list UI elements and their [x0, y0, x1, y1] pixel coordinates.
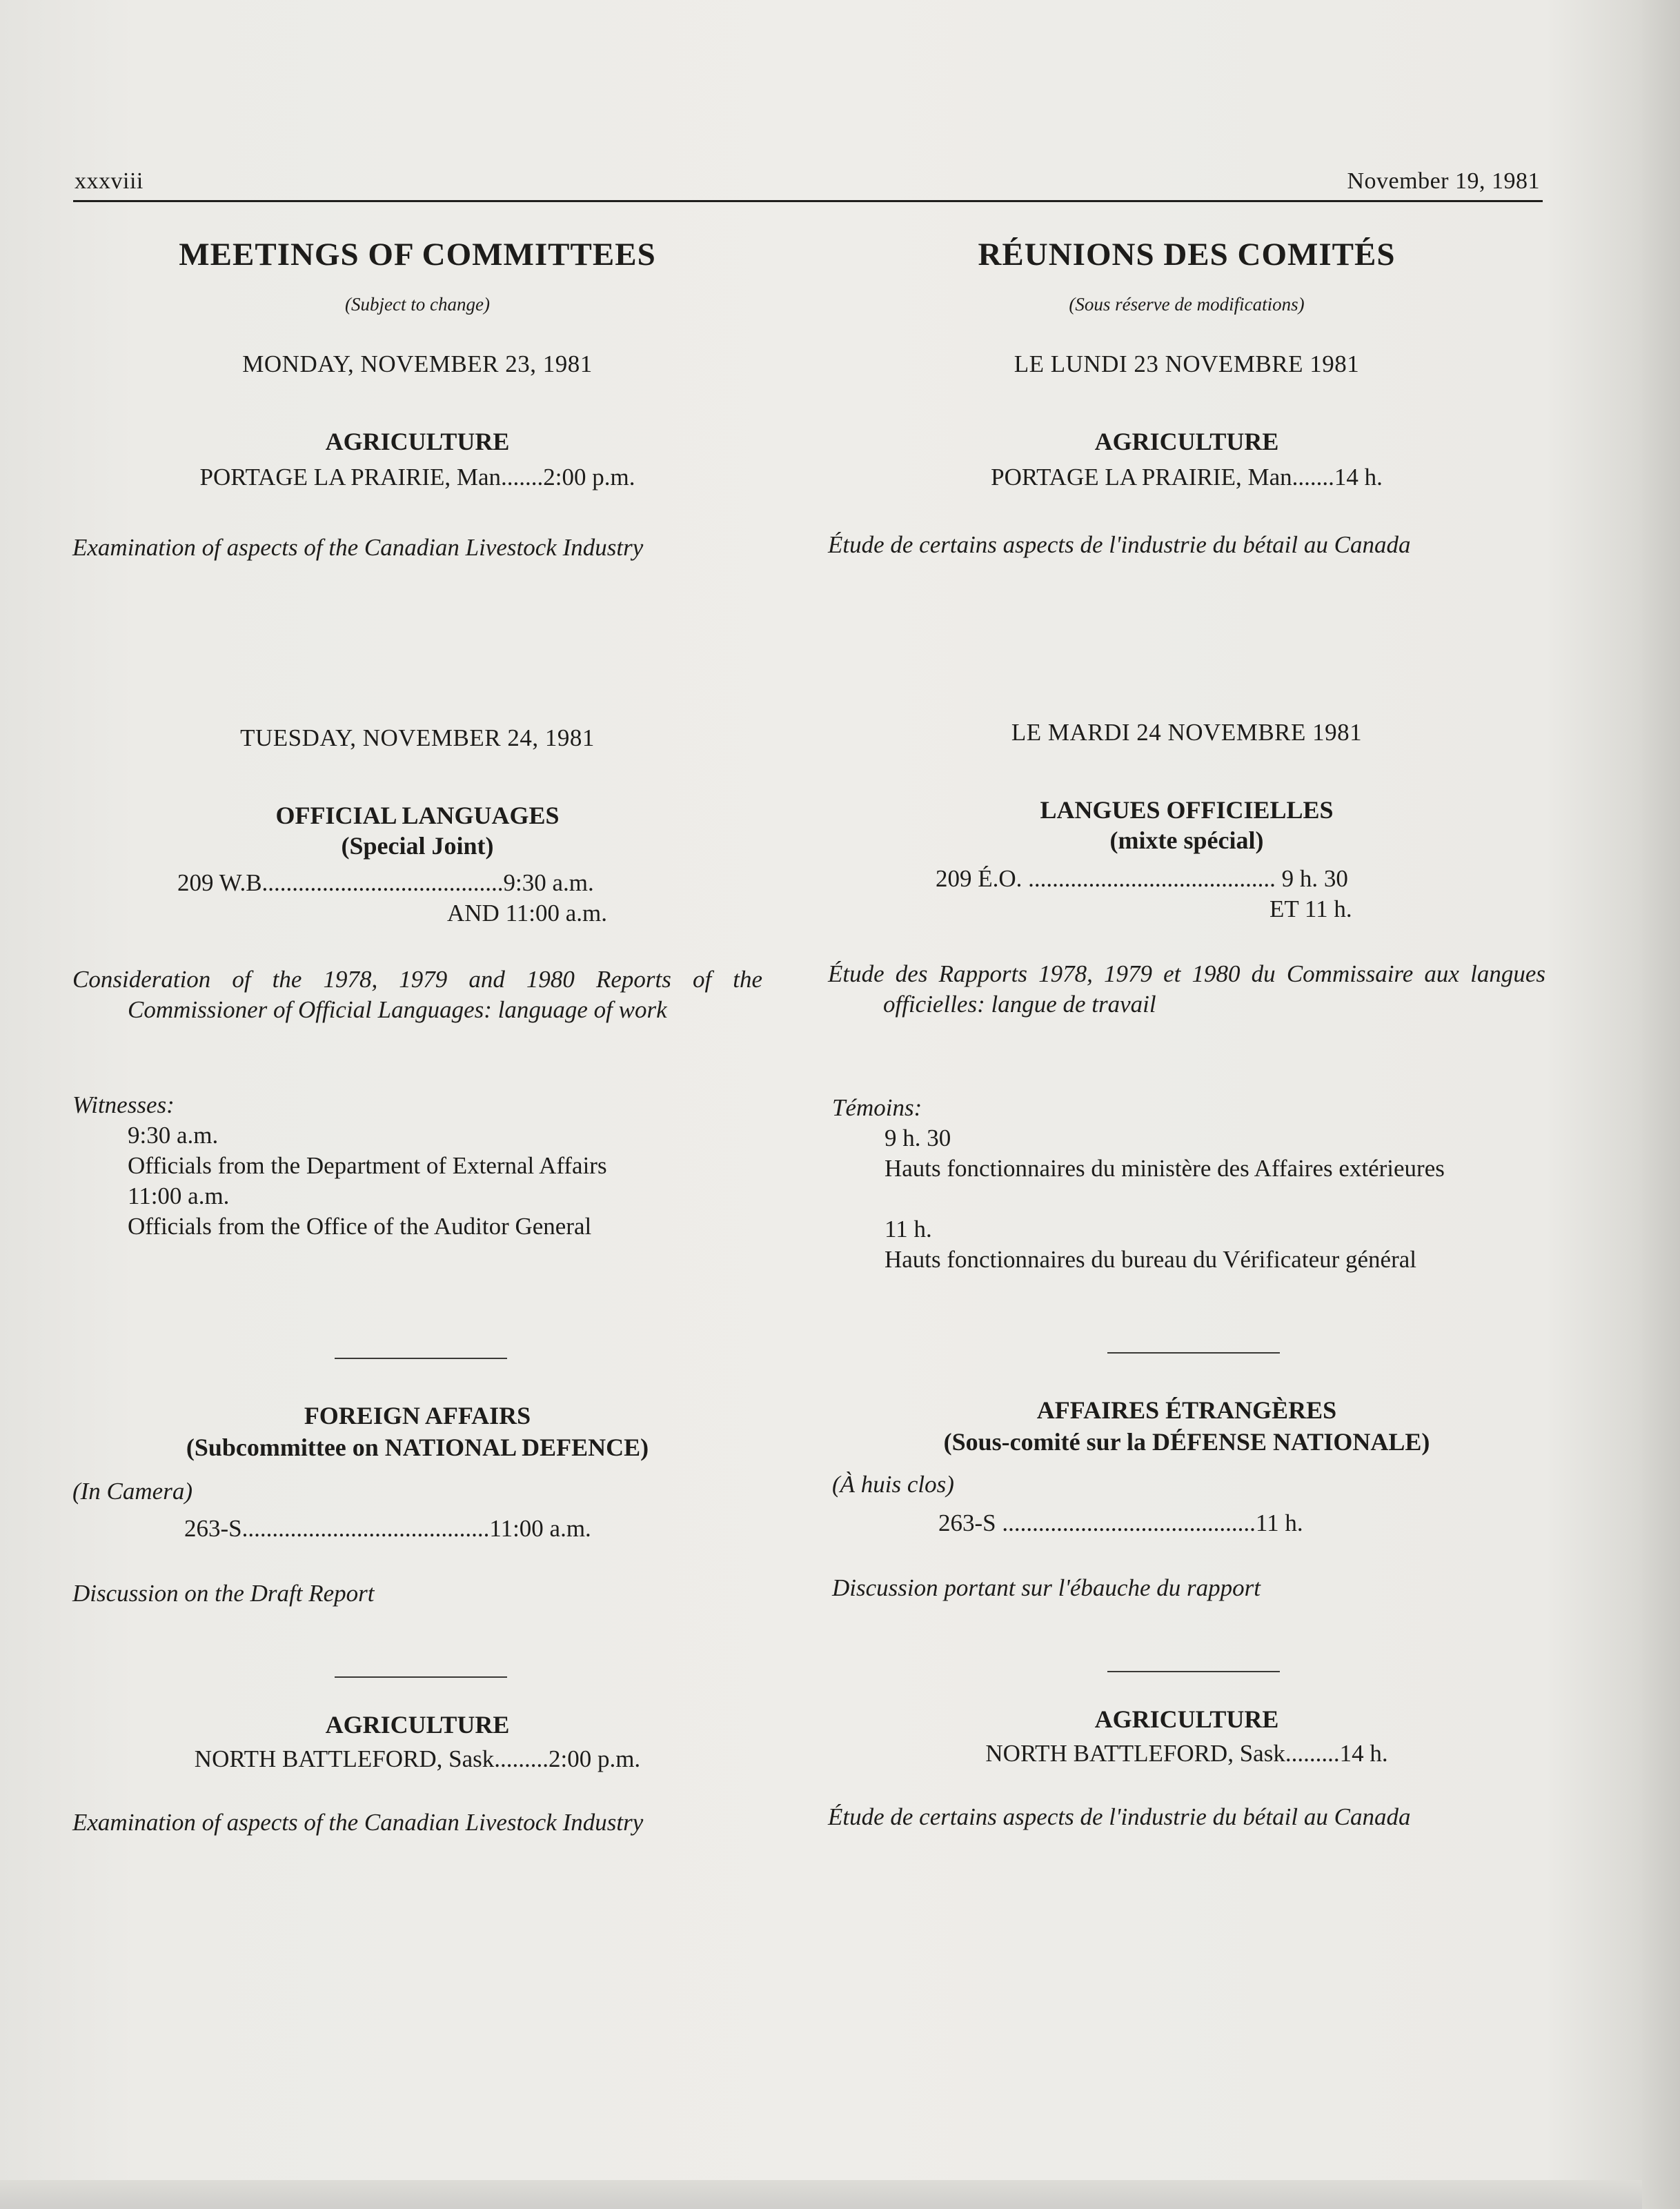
- english-meeting3-room-line: [184, 1515, 591, 1543]
- french-meeting2-time2: ET 11 h.: [1269, 895, 1352, 922]
- french-meeting3-committee: AFFAIRES ÉTRANGÈRES: [1036, 1396, 1337, 1424]
- french-meeting2-committee: LANGUES OFFICIELLES: [1040, 796, 1334, 824]
- french-meeting1-location: PORTAGE LA PRAIRIE, Man.......14 h.: [991, 464, 1383, 491]
- english-meeting1-committee: AGRICULTURE: [325, 428, 510, 455]
- english-meeting3-camera: (In Camera): [72, 1478, 192, 1505]
- header-rule: [73, 200, 1543, 202]
- english-witness1-time: 9:30 a.m.: [128, 1122, 219, 1149]
- english-meeting2-subject: Consideration of the 1978, 1979 and 1980 Reports of the Commissioner of Official Languages: language of work: [72, 966, 762, 1023]
- french-subnote: (Sous réserve de modifications): [1069, 294, 1305, 315]
- english-title: MEETINGS OF COMMITTEES: [179, 237, 656, 273]
- french-day-lundi: LE LUNDI 23 NOVEMBRE 1981: [1014, 350, 1360, 377]
- english-subnote: (Subject to change): [345, 294, 490, 315]
- french-meeting2-leader-dots: .........................................: [1028, 865, 1276, 892]
- french-separator-2: [1107, 1671, 1280, 1672]
- french-meeting3-subject: Discussion portant sur l'ébauche du rapport: [832, 1574, 1261, 1601]
- french-meeting3-time: 11 h.: [1255, 1509, 1303, 1536]
- english-day-monday: MONDAY, NOVEMBER 23, 1981: [242, 350, 593, 377]
- french-meeting3-camera: (À huis clos): [832, 1471, 954, 1498]
- english-meeting1-location: PORTAGE LA PRAIRIE, Man.......2:00 p.m.: [199, 464, 635, 491]
- english-meeting2-committee: OFFICIAL LANGUAGES: [275, 802, 560, 829]
- french-meeting4-subject: Étude de certains aspects de l'industrie du bétail au Canada: [828, 1803, 1411, 1830]
- french-meeting1-committee: AGRICULTURE: [1094, 428, 1279, 455]
- french-separator-1: [1107, 1352, 1280, 1354]
- french-title: RÉUNIONS DES COMITÉS: [978, 237, 1396, 273]
- english-meeting4-committee: AGRICULTURE: [325, 1711, 510, 1739]
- french-meeting2-room: 209 É.O.: [936, 865, 1022, 892]
- french-meeting2-time: 9 h. 30: [1281, 865, 1348, 892]
- english-witnesses-label: Witnesses:: [72, 1091, 175, 1118]
- english-meeting3-subject: Discussion on the Draft Report: [72, 1580, 375, 1607]
- english-meeting3-room: 263-S: [184, 1515, 242, 1542]
- french-witnesses-label: Témoins:: [832, 1094, 922, 1121]
- french-witness1-time: 9 h. 30: [885, 1125, 951, 1151]
- running-head-date: November 19, 1981: [1347, 168, 1540, 194]
- french-meeting3-leader-dots: ..........................................: [1002, 1509, 1256, 1536]
- english-meeting2-leader-dots: .......................................: [268, 869, 504, 896]
- english-meeting2-room-line: [177, 869, 594, 897]
- english-meeting3-leader-dots: .........................................: [241, 1515, 490, 1542]
- english-meeting2-committee-sub: (Special Joint): [341, 832, 494, 860]
- french-meeting4-location: NORTH BATTLEFORD, Sask.........14 h.: [985, 1740, 1388, 1767]
- page-edge-shadow: [1642, 0, 1680, 2209]
- french-meeting3-room-line: [938, 1509, 1303, 1537]
- english-separator-1: [335, 1358, 507, 1359]
- english-witness1-text: Officials from the Department of External Affairs: [128, 1152, 607, 1179]
- english-meeting2-time: 9:30 a.m.: [503, 869, 594, 896]
- english-meeting3-time: 11:00 a.m.: [489, 1515, 591, 1542]
- french-meeting1-subject: Étude de certains aspects de l'industrie du bétail au Canada: [828, 531, 1411, 558]
- english-meeting4-location: NORTH BATTLEFORD, Sask.........2:00 p.m.: [194, 1745, 641, 1772]
- english-witness2-time: 11:00 a.m.: [128, 1182, 230, 1209]
- french-witness2-time: 11 h.: [885, 1216, 932, 1242]
- english-witness2-text: Officials from the Office of the Auditor General: [128, 1213, 592, 1240]
- french-meeting3-room: 263-S: [938, 1509, 996, 1536]
- english-meeting1-subject: Examination of aspects of the Canadian Livestock Industry: [72, 534, 644, 561]
- english-meeting3-committee-sub: (Subcommittee on NATIONAL DEFENCE): [186, 1434, 649, 1461]
- english-separator-2: [335, 1676, 507, 1678]
- english-meeting2-time2: AND 11:00 a.m.: [447, 900, 608, 927]
- french-meeting2-subject: Étude des Rapports 1978, 1979 et 1980 du Commissaire aux langues officielles: langue de travail: [828, 960, 1545, 1018]
- english-day-tuesday: TUESDAY, NOVEMBER 24, 1981: [240, 724, 595, 751]
- french-meeting3-committee-sub: (Sous-comité sur la DÉFENSE NATIONALE): [943, 1428, 1430, 1456]
- english-meeting3-committee: FOREIGN AFFAIRS: [304, 1402, 531, 1429]
- page-folio: xxxviii: [75, 168, 144, 194]
- french-meeting2-room-line: [936, 865, 1348, 893]
- french-witness1-text: Hauts fonctionnaires du ministère des Affaires extérieures: [885, 1155, 1445, 1182]
- french-meeting2-committee-sub: (mixte spécial): [1109, 826, 1264, 854]
- english-meeting2-room: 209 W.B.: [177, 869, 268, 896]
- bottom-scan-strip: [0, 2180, 1642, 2209]
- french-day-mardi: LE MARDI 24 NOVEMBRE 1981: [1011, 719, 1363, 746]
- french-witness2-text: Hauts fonctionnaires du bureau du Vérificateur général: [885, 1246, 1416, 1273]
- french-meeting4-committee: AGRICULTURE: [1094, 1705, 1279, 1733]
- english-meeting4-subject: Examination of aspects of the Canadian Livestock Industry: [72, 1809, 644, 1836]
